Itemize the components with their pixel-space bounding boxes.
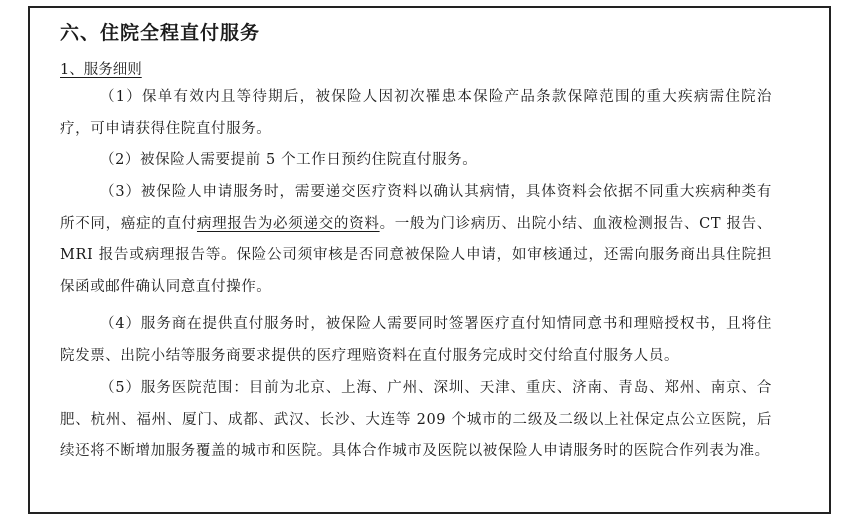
underlined-requirement: 病理报告为必须递交的资料 [196, 215, 380, 232]
paragraph-3-text-a: （3）被保险人申请服务时，需要递交医疗资料以确认其病情，具体资料会依据不同重大疾病种类有所不同，癌症的直付 [60, 184, 772, 232]
paragraph-2: （2）被保险人需要提前 5 个工作日预约住院直付服务。 [100, 152, 478, 168]
paragraph-3-text-b: 。一般为门诊病历、出院小结、血液检测报告、CT 报告、MRI 报告或病理报告等。保险公司须审核是否同意被保险人申请，如审核通过，还需向服务商出具住院担保函或邮件确认同意直付操作。 [60, 215, 772, 295]
paragraph-1: （1）保单有效内且等待期后，被保险人因初次罹患本保险产品条款保障范围的重大疾病需住院治疗，可申请获得住院直付服务。 [60, 89, 772, 137]
paragraph-5: （5）服务医院范围：目前为北京、上海、广州、深圳、天津、重庆、济南、青岛、郑州、南京、合肥、杭州、福州、厦门、成都、武汉、长沙、大连等 209 个城市的二级及二级以上社保定点公立医院，后续还将不断增加服务覆盖的城市和医院。具体合作城市及医院以被保险人申请服务时的医院合作列表为准。 [60, 380, 772, 459]
paragraph-4: （4）服务商在提供直付服务时，被保险人需要同时签署医疗直付知情同意书和理赔授权书，且将住院发票、出院小结等服务商要求提供的医疗理赔资料在直付服务完成时交付给直付服务人员。 [60, 316, 772, 364]
paragraph-3 [60, 177, 772, 303]
subsection-title: 1、服务细则 [60, 62, 142, 78]
section-title: 六、住院全程直付服务 [60, 22, 261, 44]
